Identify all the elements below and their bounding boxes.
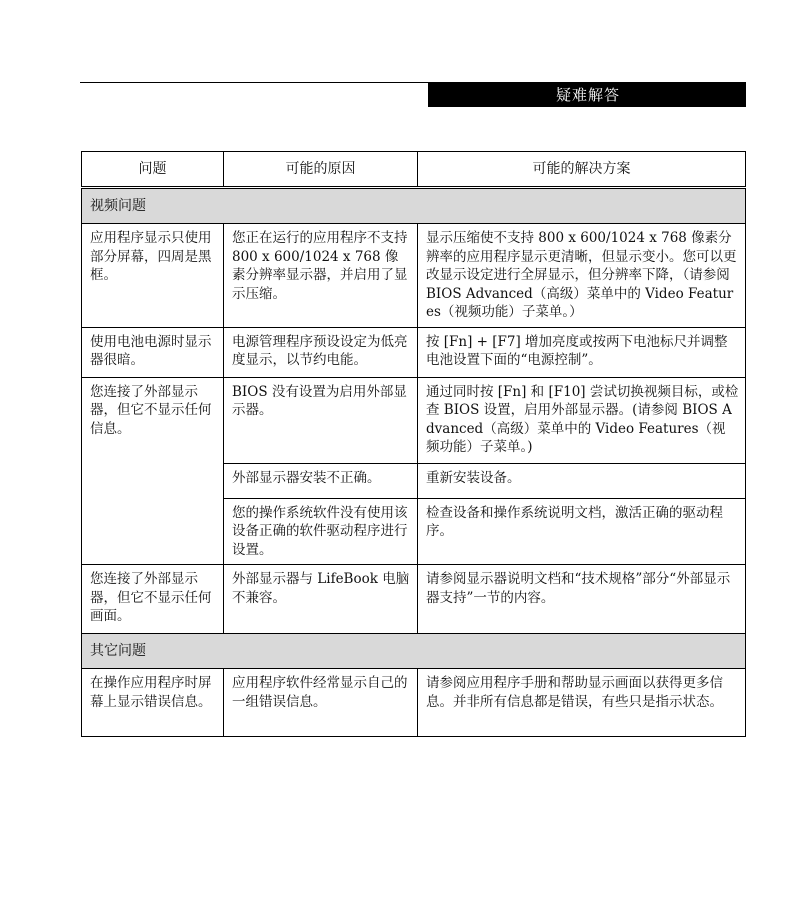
table-row	[82, 669, 746, 737]
solution-cell: 按 [Fn] + [F7] 增加亮度或按两下电池标尺并调整电池设置下面的“电源控制”。	[418, 327, 746, 377]
table-row	[82, 565, 746, 634]
cause-cell: 电源管理程序预设设定为低亮度显示，以节约电能。	[224, 327, 418, 377]
cause-cell: 您正在运行的应用程序不支持 800 x 600/1024 x 768 像素分辨率显示器，并启用了显示压缩。	[224, 224, 418, 328]
cause-cell: BIOS 没有设置为启用外部显示器。	[224, 377, 418, 463]
problem-cell: 使用电池电源时显示器很暗。	[82, 327, 224, 377]
problem-cell: 在操作应用程序时屏幕上显示错误信息。	[82, 669, 224, 737]
section-title: 视频问题	[82, 188, 746, 224]
solution-cell: 检查设备和操作系统说明文档，激活正确的驱动程序。	[418, 498, 746, 565]
cause-cell: 外部显示器与 LifeBook 电脑不兼容。	[224, 565, 418, 634]
section-header	[428, 83, 746, 107]
table-row	[82, 224, 746, 328]
section-row-video	[82, 188, 746, 224]
table-row	[82, 327, 746, 377]
solution-cell: 通过同时按 [Fn] 和 [F10] 尝试切换视频目标，或检查 BIOS 设置，启用外部显示器。(请参阅 BIOS Advanced（高级）菜单中的 Video Features（视频功能）子菜单。)	[418, 377, 746, 463]
solution-cell: 请参阅应用程序手册和帮助显示画面以获得更多信息。并非所有信息都是错误，有些只是指示状态。	[418, 669, 746, 737]
table-row	[82, 377, 746, 463]
table-header-row	[82, 152, 746, 188]
section-row-other	[82, 634, 746, 669]
problem-cell: 您连接了外部显示器，但它不显示任何信息。	[82, 377, 224, 565]
solution-cell: 显示压缩使不支持 800 x 600/1024 x 768 像素分辨率的应用程序显示更清晰，但显示变小。您可以更改显示设定进行全屏显示，但分辨率下降，（请参阅 BIOS Advanced（高级）菜单中的 Video Features（视频功能）子菜单。）	[418, 224, 746, 328]
column-header-cause: 可能的原因	[224, 152, 418, 188]
section-title: 其它问题	[82, 634, 746, 669]
problem-cell: 应用程序显示只使用部分屏幕，四周是黑框。	[82, 224, 224, 328]
column-header-solution: 可能的解决方案	[418, 152, 746, 188]
column-header-problem: 问题	[82, 152, 224, 188]
cause-cell: 应用程序软件经常显示自己的一组错误信息。	[224, 669, 418, 737]
problem-cell: 您连接了外部显示器，但它不显示任何画面。	[82, 565, 224, 634]
solution-cell: 请参阅显示器说明文档和“技术规格”部分“外部显示器支持”一节的内容。	[418, 565, 746, 634]
section-header-title: 疑难解答	[556, 86, 621, 104]
troubleshooting-table	[81, 151, 746, 737]
cause-cell: 您的操作系统软件没有使用该设备正确的软件驱动程序进行设置。	[224, 498, 418, 565]
cause-cell: 外部显示器安装不正确。	[224, 463, 418, 498]
solution-cell: 重新安装设备。	[418, 463, 746, 498]
